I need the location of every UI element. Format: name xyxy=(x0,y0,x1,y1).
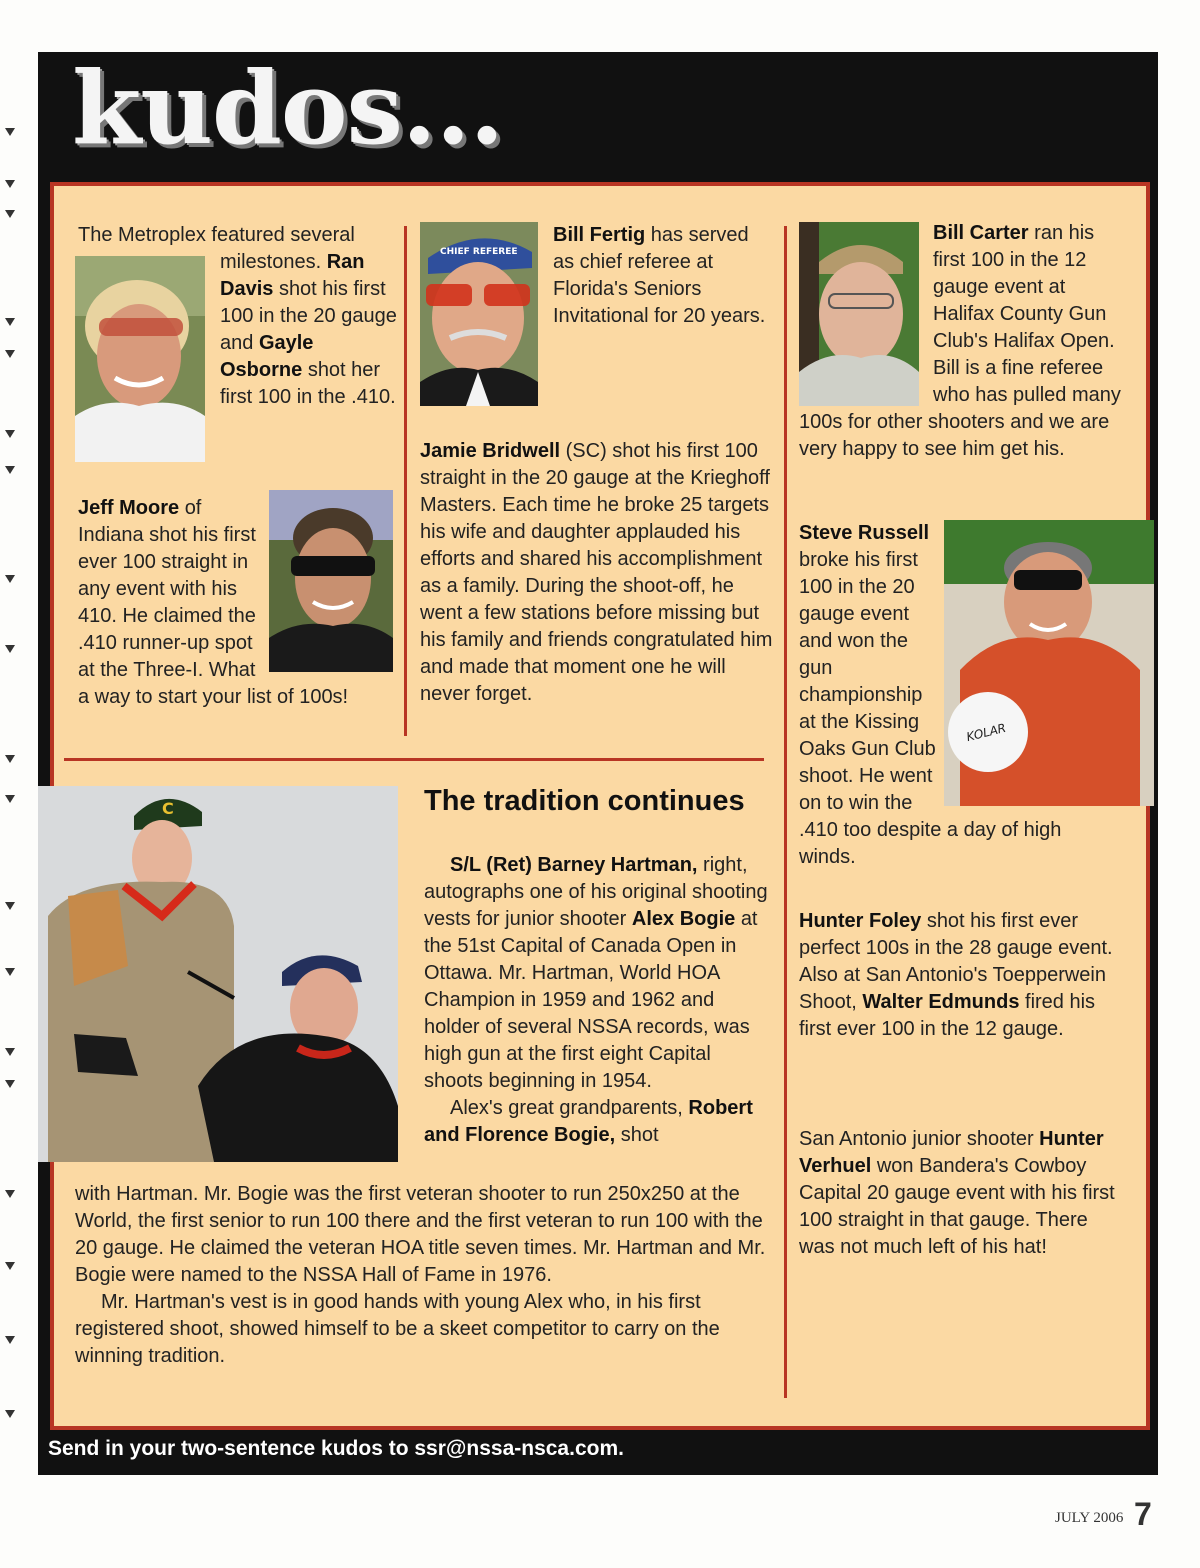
name-jamie-bridwell: Jamie Bridwell xyxy=(420,440,561,462)
feature-headline: The tradition continues xyxy=(424,785,745,817)
text-hunter-verhuel: San Antonio junior shooter Hunter Verhuel won Bandera's Cowboy Capital 20 gauge event with his first 100 straight in that gauge. There was not much left of his hat! xyxy=(799,1128,1115,1258)
name-steve-russell: Steve Russell xyxy=(799,522,930,544)
name-robert-florence-bogie: Robert and Florence Bogie, xyxy=(424,1097,753,1146)
section-divider xyxy=(64,758,764,761)
name-hunter-verhuel: Hunter Verhuel xyxy=(799,1128,1104,1177)
photo-gayle-osborne xyxy=(75,256,205,462)
name-gayle-osborne: Gayle Osborne xyxy=(220,332,314,381)
cap-badge-text: CHIEF REFEREE xyxy=(440,247,518,257)
name-alex-bogie: Alex Bogie xyxy=(631,908,736,930)
text-bill-carter: Bill Carter ran his first 100 in the 12 gauge event at Halifax County Gun Club's Halifax Open. Bill is a fine referee who has pulled many 100s for other shooters and we are very happy to see him get his. xyxy=(799,222,1121,460)
name-walter-edmunds: Walter Edmunds xyxy=(862,991,1020,1013)
column-divider-2 xyxy=(784,226,787,1398)
name-hunter-foley: Hunter Foley xyxy=(799,910,922,932)
text-jamie-bridwell: Jamie Bridwell (SC) shot his first 100 straight in the 20 gauge at the Krieghoff Masters. Each time he broke 25 targets his wife and daughter applauded his efforts and shared his accomplishment as a family. During the shoot-off, he went a few stations before missing but his family and friends congratulated him and made that moment one he will never forget. xyxy=(420,440,773,705)
name-ran-davis: Ran Davis xyxy=(220,251,365,300)
hat-text: KOLAR xyxy=(964,720,1008,745)
footer-submission-note: Send in your two-sentence kudos to ssr@nssa-nsca.com. xyxy=(48,1437,624,1460)
text-hunter-foley: Hunter Foley shot his first ever perfect 100s in the 28 gauge event. Also at San Antonio's Toepperwein Shoot, Walter Edmunds fired his first ever 100 in the 12 gauge. xyxy=(799,910,1113,1040)
feature-text-right: S/L (Ret) Barney Hartman, right, autographs one of his original shooting vests for junior shooter Alex Bogie at the 51st Capital of Canada Open in Ottawa. Mr. Hartman, World HOA Champion in 1959 and 1962 and holder of several NSSA records, was high gun at the first eight Capital shoots beginning in 1954. Alex's great grandparents, Robert and Florence Bogie, shot xyxy=(424,854,768,1146)
feature-text-bottom: with Hartman. Mr. Bogie was the first veteran shooter to run 250x250 at the World, the first senior to run 100 there and the first veteran to run 100 with the 20 gauge. He claimed the veteran HOA title seven times. Mr. Hartman and Mr. Bogie were named to the NSSA Hall of Fame in 1976. Mr. Hartman's vest is in good hands with young Alex who, in his first registered shoot, showed himself to be a skeet competitor to carry on the winning tradition. xyxy=(75,1183,766,1367)
text-steve-russell: Steve Russell broke his first 100 in the 20 gauge event and won the gun championship at the Kissing Oaks Gun Club shoot. He went on to win the .410 too despite a day of high winds. xyxy=(799,522,1062,868)
column-divider-1 xyxy=(404,226,407,736)
name-jeff-moore: Jeff Moore xyxy=(78,497,180,519)
photo-hartman-bogie xyxy=(38,786,398,1162)
article-metroplex xyxy=(78,222,396,249)
masthead-title: kudos... xyxy=(72,49,504,167)
feature-headline-block xyxy=(424,784,770,818)
text-jeff-moore: of Indiana shot his first ever 100 straight in any event with his 410. He claimed the .410 runner-up spot at the Three-I. What a way to start your list of 100s! xyxy=(78,497,349,708)
cap-letter: C xyxy=(162,799,174,818)
name-bill-fertig: Bill Fertig xyxy=(553,224,646,246)
text-bill-fertig: Bill Fertig has served as chief referee at Florida's Seniors Invitational for 20 years. xyxy=(553,224,766,327)
name-bill-carter: Bill Carter xyxy=(933,222,1029,244)
photo-bill-fertig xyxy=(420,222,538,406)
name-barney-hartman: S/L (Ret) Barney Hartman, xyxy=(450,854,698,876)
text-metroplex: milestones. Ran Davis shot his first 100 in the 20 gauge and Gayle Osborne shot her first 100 in the .410. xyxy=(220,251,397,408)
page-number: 7 xyxy=(1134,1496,1152,1532)
folio-date: JULY 2006 xyxy=(1055,1510,1124,1526)
intro-line: The Metroplex featured several xyxy=(78,224,355,246)
